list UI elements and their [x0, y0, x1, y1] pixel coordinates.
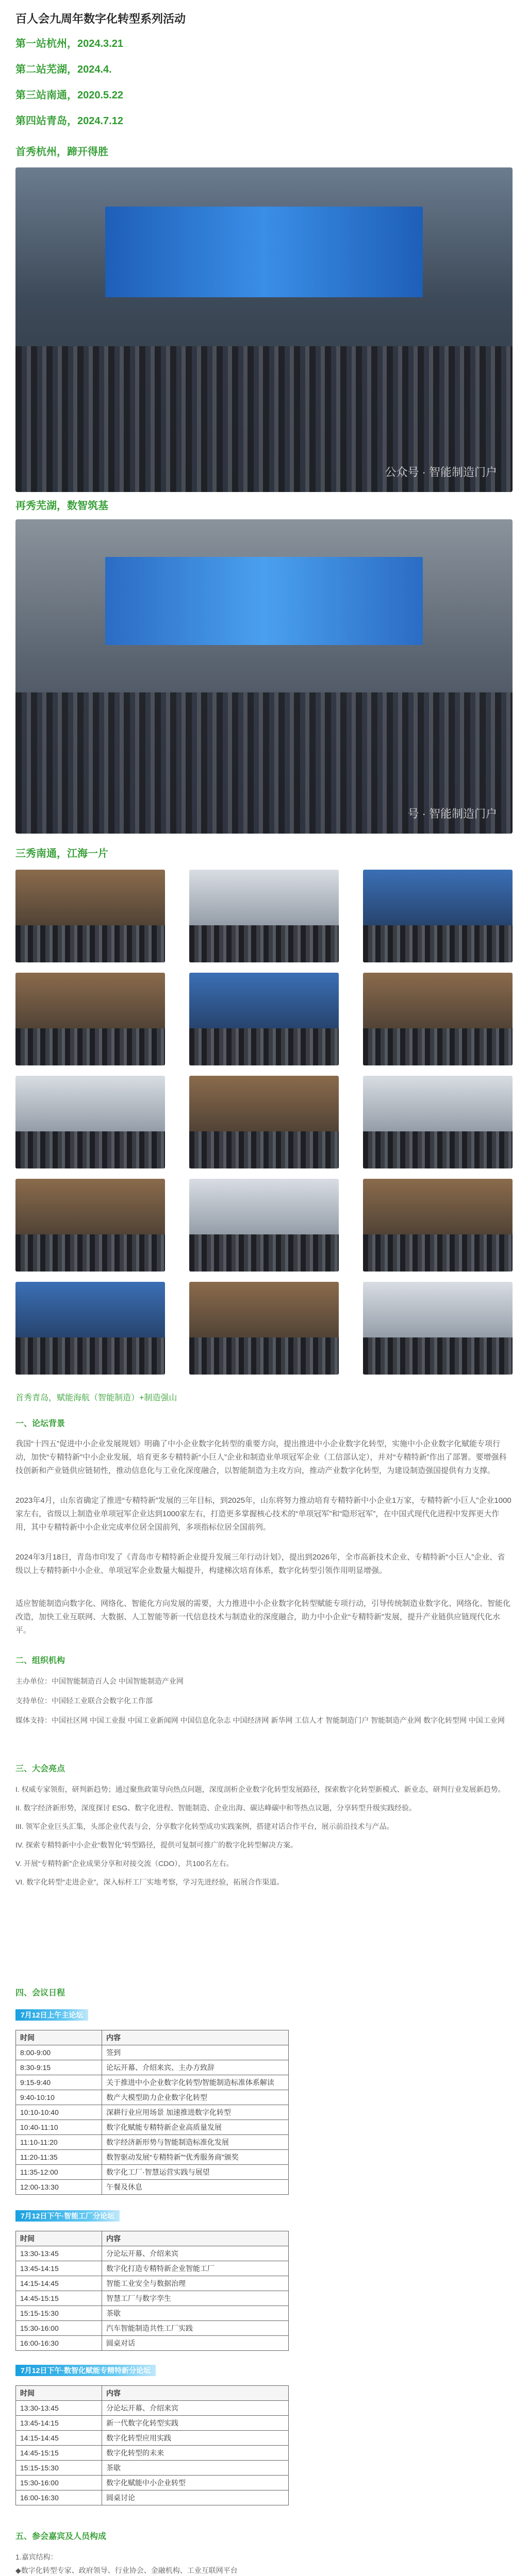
gallery-photo [15, 1076, 165, 1168]
stage-screen [105, 557, 423, 645]
agenda-time: 15:15-15:30 [16, 2461, 102, 2476]
agenda-day3-banner: 7月12日下午·数智化赋能专精特新分论坛 [15, 2365, 156, 2376]
agenda-content: 智能工业安全与数据治理 [102, 2276, 289, 2291]
stage-screen [105, 207, 423, 297]
background-paragraph-1: 我国“十四五”促进中小企业发展规划》明确了中小企业数字化转型的重要方向，提出推进中小企业数字化转型，实施中小企业数字化赋能专项行动，加快“专精特新”中小企业发展，培育更多专精特新“小巨人”企业和制造业单项冠军企业（工信部认定），并对“专精特新”作出了部署。要增强科技创新和产业链供应链韧性，推动信息化与工业化深度融合，以智能制造为主攻方向，推动产业数字化转型，为建设制造强国提供有力支撑。 [15, 1439, 507, 1475]
highlight-item: I. 权威专家领衔，研判新趋势；通过聚焦政策导向热点问题，深度剖析企业数字化转型发展路径，探索数字化转型新模式、新业态，研判行业发展新趋势。 [15, 1785, 505, 1793]
agenda-time: 15:15-15:30 [16, 2306, 102, 2321]
agenda-row [16, 2416, 289, 2431]
section-attendees-title: 五、参会嘉宾及人员构成 [15, 2532, 107, 2541]
hangzhou-event-photo [15, 167, 513, 492]
agenda-time: 10:40-11:10 [16, 2120, 102, 2135]
agenda-content: 圆桌讨论 [102, 2490, 289, 2505]
gallery-photo [363, 973, 513, 1065]
agenda-time: 11:10-11:20 [16, 2135, 102, 2150]
agenda-row [16, 2135, 289, 2150]
agenda-time: 15:30-16:00 [16, 2321, 102, 2336]
background-paragraph-3: 2024年3月18日，青岛市印发了《青岛市专精特新企业提升发展三年行动计划》，提出到2026年，全市高新技术企业、专精特新“小巨人”企业、省级以上专精特新中小企业、单项冠军企业数量大幅提升，构建梯次培育体系，数字化转型引领作用明显增强。 [15, 1553, 505, 1575]
highlight-item: III. 领军企业巨头汇集，头部企业代表与会，分享数字化转型成功实践案例，搭建对话合作平台，展示前沿技术与产品。 [15, 1822, 394, 1831]
attendee-line: 1.嘉宾结构： [15, 2553, 58, 2561]
gallery-photo [15, 973, 165, 1065]
agenda-row [16, 2490, 289, 2505]
agenda-row [16, 2105, 289, 2120]
agenda-content: 分论坛开幕、介绍来宾 [102, 2246, 289, 2261]
section-background-title: 一、论坛背景 [15, 1419, 65, 1428]
agenda-content: 数字化赋能中小企业转型 [102, 2476, 289, 2490]
photo-caption: 首秀青岛，赋能海航（智能制造）+制造强山 [15, 1394, 177, 1402]
agenda-content: 新一代数字化转型实践 [102, 2416, 289, 2431]
agenda-content: 智慧工厂与数字孪生 [102, 2291, 289, 2306]
event-station-1: 第一站杭州，2024.3.21 [15, 38, 123, 49]
event-station-4: 第四站青岛，2024.7.12 [15, 115, 123, 127]
agenda-day1-banner: 7月12日上午主论坛 [15, 2009, 88, 2021]
wechat-watermark: 号 · 智能制造门户 [407, 807, 497, 820]
col-time: 时间 [16, 2386, 102, 2401]
wuhu-event-photo [15, 519, 513, 834]
col-time: 时间 [16, 2231, 102, 2246]
agenda-row [16, 2476, 289, 2490]
agenda-time: 13:45-14:15 [16, 2261, 102, 2276]
station-hangzhou-heading: 首秀杭州，蹄开得胜 [15, 146, 108, 158]
agenda-time: 9:40-10:10 [16, 2090, 102, 2105]
agenda-row [16, 2150, 289, 2165]
agenda-time: 14:15-14:45 [16, 2431, 102, 2446]
agenda-day2-banner: 7月12日下午·智能工厂分论坛 [15, 2210, 120, 2222]
agenda-content: 午餐及休息 [102, 2180, 289, 2195]
agenda-content: 茶歇 [102, 2306, 289, 2321]
agenda-time: 16:00-16:30 [16, 2490, 102, 2505]
agenda-row [16, 2075, 289, 2090]
agenda-row [16, 2461, 289, 2476]
agenda-content: 汽车智能制造共性工厂实践 [102, 2321, 289, 2336]
event-station-2: 第二站芜湖，2024.4. [15, 64, 112, 75]
highlight-item: V. 开展“专精特新”企业成果分享和对接交流（CDO），共100名左右。 [15, 1859, 234, 1868]
agenda-content: 数智驱动发展“专精特新”“优秀服务商”颁奖 [102, 2150, 289, 2165]
host-line: 主办单位：中国智能制造百人会 中国智能制造产业网 [15, 1677, 184, 1685]
agenda-content: 数字经济新形势与智能制造标准化发展 [102, 2135, 289, 2150]
agenda-content: 签到 [102, 2045, 289, 2060]
background-paragraph-2: 2023年4月，山东省确定了推进“专精特新”发展的三年目标，到2025年，山东将努力推动培育专精特新中小企业1万家，专精特新“小巨人”企业1000家左右，省级以上制造业单项冠军企业达到1000家左右，打造更多掌握核心技术的“单项冠军”和“隐形冠军”，在中国式现代化进程中发挥更大作用，其中专精特新中小企业完成率位居全国前列，多项指标位居全国前列。 [15, 1496, 512, 1532]
agenda-row [16, 2276, 289, 2291]
agenda-content: 深耕行业应用场景 加速推进数字化转型 [102, 2105, 289, 2120]
gallery-photo [363, 1282, 513, 1375]
agenda-content: 圆桌对话 [102, 2336, 289, 2351]
gallery-photo [363, 1179, 513, 1272]
agenda-time: 8:00-9:00 [16, 2045, 102, 2060]
gallery-photo [189, 870, 339, 962]
agenda-table-main [15, 2030, 289, 2195]
agenda-time: 13:30-13:45 [16, 2246, 102, 2261]
agenda-content: 数字化转型应用实践 [102, 2431, 289, 2446]
highlight-item: II. 数字经济新形势，深度探讨 ESG、数字化进程、智能制造、企业出海、碳达峰碳中和等热点议题，分享转型升级实践经验。 [15, 1804, 417, 1812]
background-paragraph-4: 适应智能制造向数字化、网络化、智能化方向发展的需要，大力推进中小企业数字化转型赋能专项行动，引导传统制造业数字化、网络化、智能化改造，加快工业互联网、大数据、人工智能等新一代信息技术与制造业的深度融合，助力中小企业“专精特新”发展，提升产业链供应链现代化水平。 [15, 1599, 511, 1635]
page-title: 百人会九周年数字化转型系列活动 [15, 12, 186, 25]
agenda-row [16, 2291, 289, 2306]
gallery-photo [189, 1076, 339, 1168]
gallery-photo [363, 1076, 513, 1168]
agenda-time: 14:45-15:15 [16, 2291, 102, 2306]
agenda-content: 数字化赋能专精特新企业高质量发展 [102, 2120, 289, 2135]
section-agenda-title: 四、会议日程 [15, 1989, 65, 1997]
event-station-3: 第三站南通，2020.5.22 [15, 90, 123, 101]
section-organization-title: 二、组织机构 [15, 1656, 65, 1665]
highlights-list [15, 1783, 513, 1889]
wechat-watermark: 公众号 · 智能制造门户 [385, 466, 497, 479]
agenda-time: 16:00-16:30 [16, 2336, 102, 2351]
agenda-content: 数字化工厂·智慧运营实践与展望 [102, 2165, 289, 2180]
section-highlights-title: 三、大会亮点 [15, 1765, 65, 1773]
support-line: 支持单位：中国轻工业联合会数字化工作部 [15, 1697, 153, 1705]
col-content: 内容 [102, 2231, 289, 2246]
highlight-item: VI. 数字化转型“走进企业”，深入标杆工厂实地考察，学习先进经验，拓展合作渠道。 [15, 1878, 284, 1886]
agenda-content: 数字化转型的未来 [102, 2446, 289, 2461]
agenda-content: 数字化打造专精特新企业智能工厂 [102, 2261, 289, 2276]
agenda-table-factory [15, 2231, 289, 2351]
agenda-row [16, 2446, 289, 2461]
agenda-row [16, 2401, 289, 2416]
gallery-photo [189, 1282, 339, 1375]
attendees-list [15, 2550, 513, 2576]
col-content: 内容 [102, 2386, 289, 2401]
col-time: 时间 [16, 2030, 102, 2045]
gallery-photo [189, 1179, 339, 1272]
media-line: 媒体支持：中国社区网 中国工业报 中国工业新闻网 中国信息化杂志 中国经济网 新华网 工信人才 智能制造门户 智能制造产业网 数字化转型网 中国工业网 [15, 1716, 505, 1724]
agenda-row [16, 2090, 289, 2105]
agenda-content: 分论坛开幕、介绍来宾 [102, 2401, 289, 2416]
highlight-item: IV. 探索专精特新中小企业“数智化”转型路径，提供可复制可推广的数字化转型解决方案。 [15, 1841, 298, 1849]
station-nantong-heading: 三秀南通，江海一片 [15, 848, 108, 859]
gallery-photo [363, 870, 513, 962]
agenda-row [16, 2321, 289, 2336]
agenda-time: 13:45-14:15 [16, 2416, 102, 2431]
agenda-row [16, 2060, 289, 2075]
agenda-time: 10:10-10:40 [16, 2105, 102, 2120]
agenda-time: 15:30-16:00 [16, 2476, 102, 2490]
agenda-row [16, 2165, 289, 2180]
agenda-time: 11:35-12:00 [16, 2165, 102, 2180]
agenda-time: 14:45-15:15 [16, 2446, 102, 2461]
agenda-row [16, 2336, 289, 2351]
agenda-row [16, 2045, 289, 2060]
station-wuhu-heading: 再秀芜湖，数智筑基 [15, 500, 108, 512]
agenda-content: 茶歇 [102, 2461, 289, 2476]
gallery-photo [189, 973, 339, 1065]
agenda-table-digital [15, 2385, 289, 2505]
agenda-time: 11:20-11:35 [16, 2150, 102, 2165]
attendee-line: ◆数字化转型专家、政府领导、行业协会、金融机构、工业互联网平台 [15, 2566, 238, 2574]
agenda-row [16, 2306, 289, 2321]
agenda-row [16, 2120, 289, 2135]
agenda-row [16, 2246, 289, 2261]
gallery-photo [15, 1282, 165, 1375]
agenda-content: 数产大模型助力企业数字化转型 [102, 2090, 289, 2105]
gallery-photo [15, 870, 165, 962]
agenda-time: 9:15-9:40 [16, 2075, 102, 2090]
agenda-row [16, 2261, 289, 2276]
agenda-row [16, 2180, 289, 2195]
agenda-time: 14:15-14:45 [16, 2276, 102, 2291]
agenda-time: 8:30-9:15 [16, 2060, 102, 2075]
agenda-row [16, 2431, 289, 2446]
col-content: 内容 [102, 2030, 289, 2045]
organization-list [15, 1674, 513, 1727]
agenda-time: 13:30-13:45 [16, 2401, 102, 2416]
gallery-photo [15, 1179, 165, 1272]
agenda-content: 关于推进中小企业数字化转型/智能制造标准体系解读 [102, 2075, 289, 2090]
agenda-content: 论坛开幕、介绍来宾、主办方致辞 [102, 2060, 289, 2075]
agenda-time: 12:00-13:30 [16, 2180, 102, 2195]
